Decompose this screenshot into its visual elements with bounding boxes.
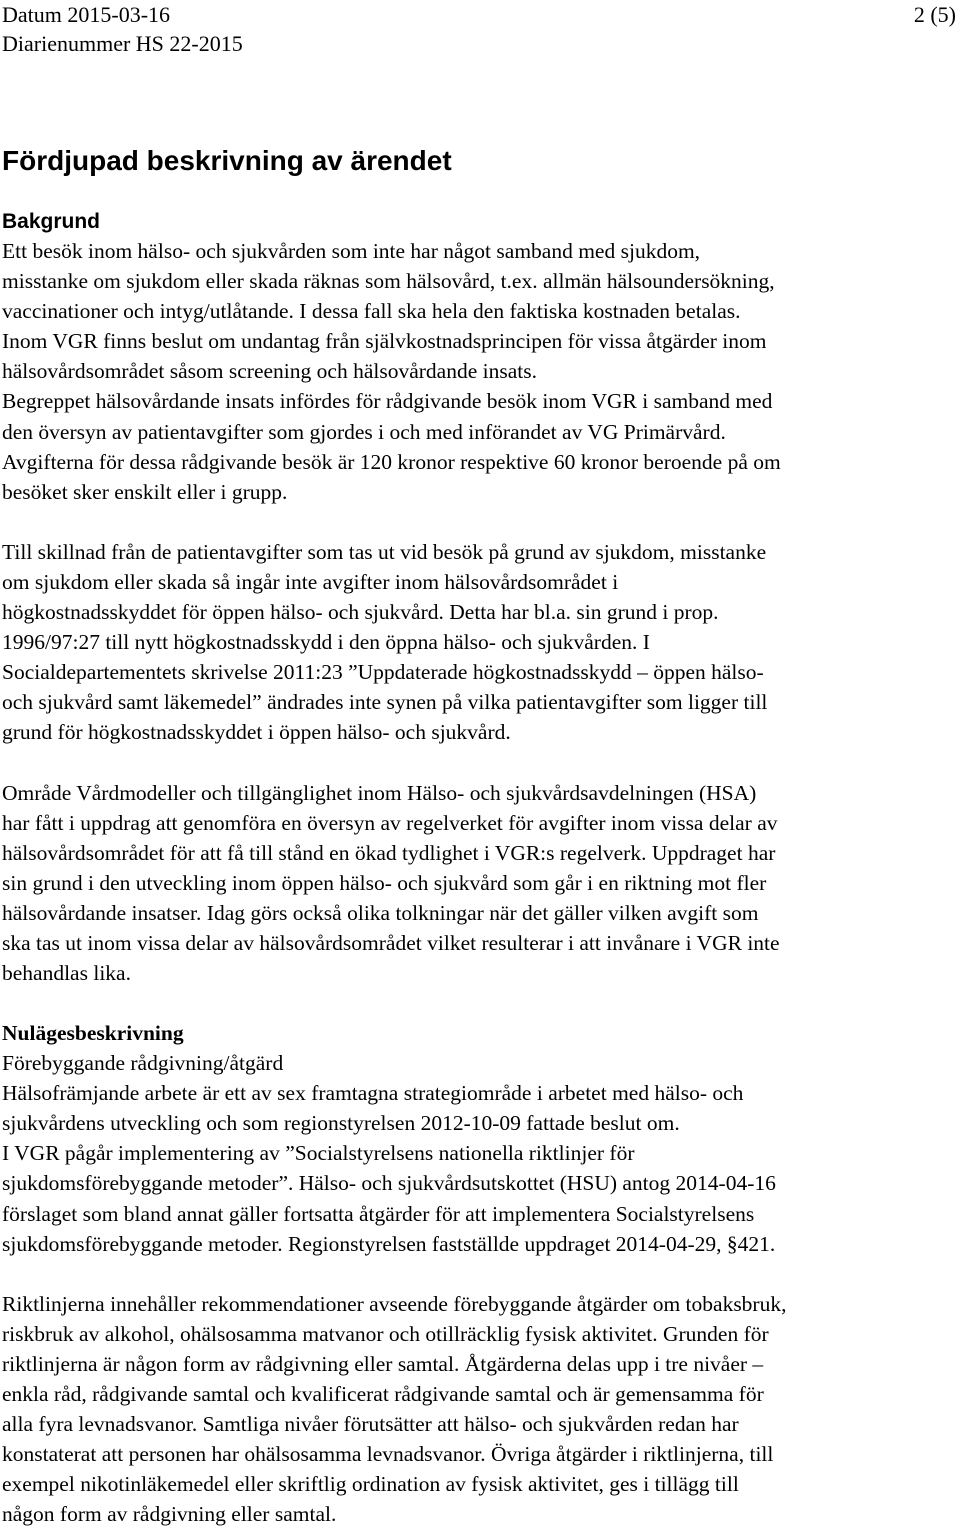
text-line: Riktlinjerna innehåller rekommendationer avseende förebyggande åtgärder om tobaksbruk, bbox=[2, 1291, 787, 1316]
page-header bbox=[2, 0, 958, 58]
text-line: den översyn av patientavgifter som gjordes i och med införandet av VG Primärvård. bbox=[2, 419, 726, 444]
text-line: riskbruk av alkohol, ohälsosamma matvanor och otillräcklig fysisk aktivitet. Grunden för bbox=[2, 1321, 769, 1346]
text-line: högkostnadsskyddet för öppen hälso- och sjukvård. Detta har bl.a. sin grund i prop. bbox=[2, 600, 719, 625]
text-line: har fått i uppdrag att genomföra en översyn av regelverket för avgifter inom vissa delar av bbox=[2, 810, 778, 835]
text-line: någon form av rådgivning eller samtal. bbox=[2, 1502, 337, 1527]
text-line: I VGR pågår implementering av ”Socialstyrelsens nationella riktlinjer för bbox=[2, 1141, 635, 1166]
text-line: vaccinationer och intyg/utlåtande. I dessa fall ska hela den faktiska kostnaden betalas. bbox=[2, 299, 741, 324]
document-body bbox=[2, 142, 958, 1529]
header-top-row bbox=[2, 0, 958, 29]
text-line: Inom VGR finns beslut om undantag från självkostnadsprincipen för vissa åtgärder inom bbox=[2, 329, 767, 354]
text-line: sjukvårdens utveckling och som regionstyrelsen 2012-10-09 fattade beslut om. bbox=[2, 1111, 680, 1136]
text-line: sjukdomsförebyggande metoder. Regionstyrelsen fastställde uppdraget 2014-04-29, §421. bbox=[2, 1231, 776, 1256]
text-line: förslaget som bland annat gäller fortsatta åtgärder för att implementera Socialstyrelsens bbox=[2, 1201, 755, 1226]
text-line: Till skillnad från de patientavgifter som tas ut vid besök på grund av sjukdom, misstanke bbox=[2, 539, 767, 564]
text-line: grund för högkostnadsskyddet i öppen hälso- och sjukvård. bbox=[2, 720, 511, 745]
text-line: behandlas lika. bbox=[2, 961, 131, 986]
document-date: Datum 2015-03-16 bbox=[2, 2, 171, 27]
subheading-preventive-counselling: Förebyggande rådgivning/åtgärd bbox=[2, 1051, 284, 1076]
text-line: Hälsofrämjande arbete är ett av sex framtagna strategiområde i arbetet med hälso- och bbox=[2, 1081, 744, 1106]
paragraph-background-1 bbox=[2, 236, 958, 507]
paragraph-current-1 bbox=[2, 1078, 958, 1259]
page-number: 2 (5) bbox=[913, 2, 956, 27]
text-line: enkla råd, rådgivande samtal och kvalificerat rådgivande samtal och är gemensamma för bbox=[2, 1382, 764, 1406]
text-line: om sjukdom eller skada så ingår inte avgifter inom hälsovårdsområdet i bbox=[2, 569, 619, 594]
paragraph-background-3 bbox=[2, 778, 958, 989]
text-line: sin grund i den utveckling inom öppen hälso- och sjukvård som går i en riktning mot fler bbox=[2, 870, 767, 895]
text-line: hälsovårdande insatser. Idag görs också olika tolkningar när det gäller vilken avgift som bbox=[2, 900, 759, 925]
paragraph-background-2 bbox=[2, 537, 958, 748]
text-line: besöket sker enskilt eller i grupp. bbox=[2, 479, 288, 504]
text-line: misstanke om sjukdom eller skada räknas som hälsovård, t.ex. allmän hälsoundersökning, bbox=[2, 269, 775, 294]
text-line: Socialdepartementets skrivelse 2011:23 ”Uppdaterade högkostnadsskydd – öppen hälso- bbox=[2, 660, 764, 685]
text-line: Ett besök inom hälso- och sjukvården som inte har något samband med sjukdom, bbox=[2, 239, 701, 263]
text-line: konstaterat att personen har ohälsosamma levnadsvanor. Övriga åtgärder i riktlinjerna, till bbox=[2, 1442, 774, 1467]
section-heading-current-state: Nulägesbeskrivning bbox=[2, 1021, 184, 1046]
document-title: Fördjupad beskrivning av ärendet bbox=[2, 145, 452, 176]
text-line: och sjukvård samt läkemedel” ändrades inte synen på vilka patientavgifter som ligger till bbox=[2, 690, 768, 715]
text-line: riktlinjerna är någon form av rådgivning eller samtal. Åtgärderna delas upp i tre nivåer – bbox=[2, 1351, 764, 1376]
text-line: Begreppet hälsovårdande insats infördes för rådgivande besök inom VGR i samband med bbox=[2, 389, 773, 414]
text-line: sjukdomsförebyggande metoder”. Hälso- och sjukvårdsutskottet (HSU) antog 2014-04-16 bbox=[2, 1171, 776, 1196]
section-heading-background: Bakgrund bbox=[2, 210, 101, 233]
text-line: Område Vårdmodeller och tillgänglighet inom Hälso- och sjukvårdsavdelningen (HSA) bbox=[2, 780, 757, 805]
text-line: Avgifterna för dessa rådgivande besök är 120 kronor respektive 60 kronor beroende på om bbox=[2, 449, 781, 474]
text-line: hälsovårdsområdet för att få till stånd en ökad tydlighet i VGR:s regelverk. Uppdraget har bbox=[2, 840, 776, 865]
text-line: alla fyra levnadsvanor. Samtliga nivåer förutsätter att hälso- och sjukvården redan har bbox=[2, 1412, 739, 1437]
text-line: hälsovårdsområdet såsom screening och hälsovårdande insats. bbox=[2, 359, 537, 384]
paragraph-current-2 bbox=[2, 1289, 958, 1530]
reference-number: Diarienummer HS 22-2015 bbox=[2, 31, 243, 56]
text-line: ska tas ut inom vissa delar av hälsovårdsområdet vilket resulterar i att invånare i VGR inte bbox=[2, 930, 780, 955]
text-line: 1996/97:27 till nytt högkostnadsskydd i den öppna hälso- och sjukvården. I bbox=[2, 630, 650, 655]
text-line: exempel nikotinläkemedel eller skriftlig ordination av fysisk aktivitet, ges i tillägg till bbox=[2, 1472, 739, 1497]
